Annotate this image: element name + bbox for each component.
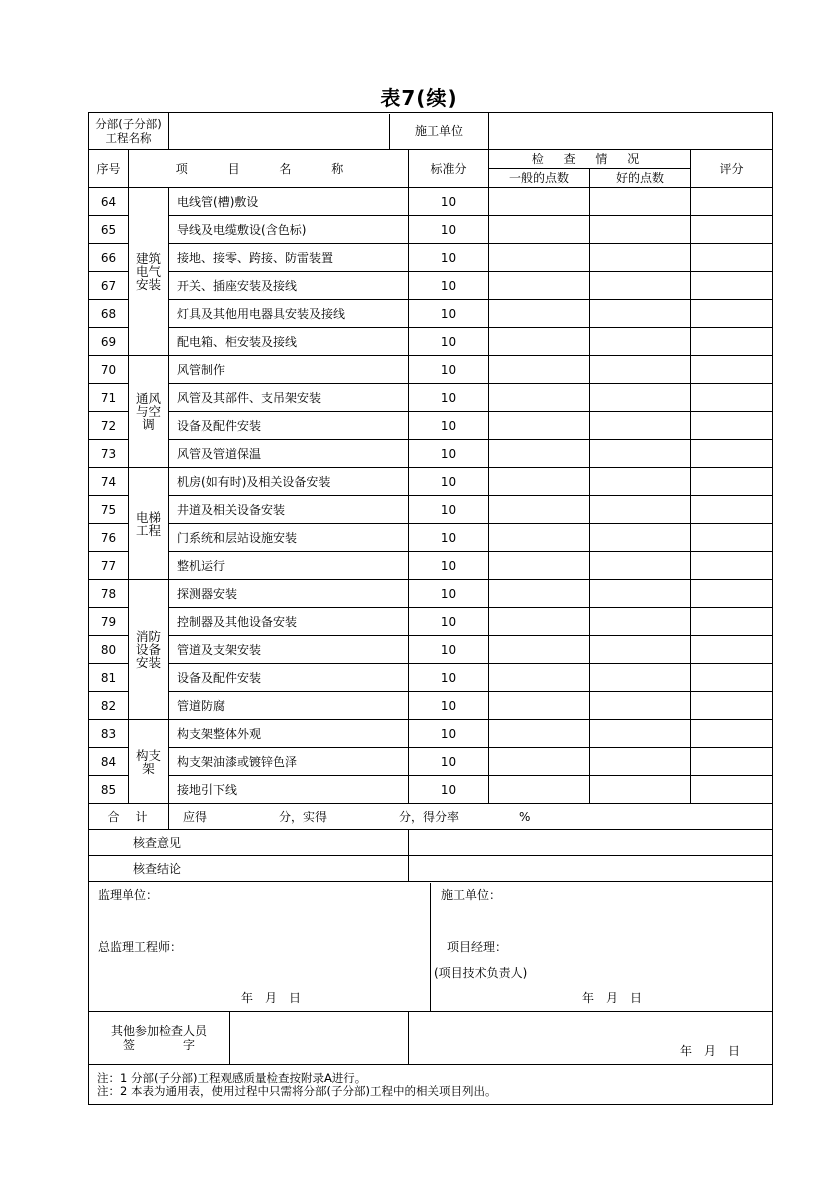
table-row [89, 384, 773, 412]
review-conclusion-label [89, 856, 409, 882]
review-opinion-value[interactable] [409, 830, 773, 856]
row-item: 接地、接零、跨接、防雷装置 [169, 244, 409, 272]
table-row [89, 440, 773, 468]
col-general: 一般的点数 [489, 169, 590, 188]
construction-manager: 项目经理： [447, 939, 508, 954]
table-row [89, 300, 773, 328]
supervision-unit: 监理单位： [98, 887, 159, 902]
row-general[interactable] [489, 524, 590, 552]
table-row [89, 664, 773, 692]
dept-label-line2: 工程名称 [105, 131, 152, 145]
page-title: 表7(续) [380, 86, 458, 110]
row-score[interactable] [691, 664, 773, 692]
row-standard: 10 [409, 496, 489, 524]
group-label-text: 构支架 [135, 747, 161, 776]
row-no: 71 [89, 384, 129, 412]
supervision-engineer: 总监理工程师： [98, 939, 183, 954]
construction-date: 年 月 日 [582, 990, 643, 1005]
row-item: 构支架整体外观 [169, 720, 409, 748]
review-opinion-text: 核查意见 [133, 835, 182, 850]
row-good[interactable] [590, 636, 691, 664]
row-good[interactable] [590, 664, 691, 692]
row-good[interactable] [590, 412, 691, 440]
row-no: 84 [89, 748, 129, 776]
row-general[interactable] [489, 552, 590, 580]
row-score[interactable] [691, 468, 773, 496]
row-general[interactable] [489, 440, 590, 468]
row-score[interactable] [691, 552, 773, 580]
table-row [89, 748, 773, 776]
row-no: 78 [89, 580, 129, 608]
row-good[interactable] [590, 440, 691, 468]
row-item: 管道及支架安装 [169, 636, 409, 664]
row-item: 设备及配件安装 [169, 412, 409, 440]
row-no: 85 [89, 776, 129, 804]
row-score[interactable] [691, 720, 773, 748]
row-no: 66 [89, 244, 129, 272]
row-score[interactable] [691, 748, 773, 776]
row-score[interactable] [691, 412, 773, 440]
row-score[interactable] [691, 188, 773, 216]
col-name: 项 目 名 称 [129, 150, 409, 188]
row-standard: 10 [409, 440, 489, 468]
table-row [89, 328, 773, 356]
total-label: 合 计 [89, 804, 169, 830]
row-item: 风管制作 [169, 356, 409, 384]
row-good[interactable] [590, 188, 691, 216]
row-general[interactable] [489, 608, 590, 636]
row-score[interactable] [691, 692, 773, 720]
row-general[interactable] [489, 636, 590, 664]
row-standard: 10 [409, 216, 489, 244]
row-general[interactable] [489, 300, 590, 328]
note-1: 注：1 分部(子分部)工程观感质量检查按附录A进行。 [97, 1070, 367, 1085]
row-good[interactable] [590, 328, 691, 356]
row-standard: 10 [409, 720, 489, 748]
row-item: 风管及其部件、支吊架安装 [169, 384, 409, 412]
row-item: 电线管(槽)敷设 [169, 188, 409, 216]
row-item: 开关、插座安装及接线 [169, 272, 409, 300]
row-good[interactable] [590, 356, 691, 384]
others-label-line2: 签 字 [122, 1038, 195, 1052]
row-score[interactable] [691, 524, 773, 552]
row-score[interactable] [691, 328, 773, 356]
group-label [129, 580, 169, 720]
row-general[interactable] [489, 748, 590, 776]
group-label-text: 消防设备安装 [135, 629, 161, 670]
row-good[interactable] [590, 216, 691, 244]
row-general[interactable] [489, 664, 590, 692]
row-item: 管道防腐 [169, 692, 409, 720]
construction-unit: 施工单位： [441, 887, 502, 902]
row-item: 导线及电缆敷设(含色标) [169, 216, 409, 244]
row-score[interactable] [691, 496, 773, 524]
contractor-label: 施工单位 [415, 124, 464, 138]
group-label-text: 通风与空调 [135, 391, 161, 432]
row-standard: 10 [409, 664, 489, 692]
group-label [129, 720, 169, 804]
row-item: 整机运行 [169, 552, 409, 580]
row-standard: 10 [409, 300, 489, 328]
row-good[interactable] [590, 524, 691, 552]
dept-value[interactable] [169, 114, 390, 149]
row-score[interactable] [691, 636, 773, 664]
row-standard: 10 [409, 412, 489, 440]
group-label [129, 356, 169, 468]
row-standard: 10 [409, 524, 489, 552]
table-row [89, 636, 773, 664]
row-item: 机房(如有时)及相关设备安装 [169, 468, 409, 496]
row-standard: 10 [409, 356, 489, 384]
row-good[interactable] [590, 468, 691, 496]
row-score[interactable] [691, 580, 773, 608]
row-standard: 10 [409, 636, 489, 664]
group-label [129, 188, 169, 356]
table-row [89, 468, 773, 496]
row-standard: 10 [409, 692, 489, 720]
row-item: 配电箱、柜安装及接线 [169, 328, 409, 356]
row-general[interactable] [489, 776, 590, 804]
row-score[interactable] [691, 216, 773, 244]
inspection-table [88, 112, 773, 1105]
row-good[interactable] [590, 580, 691, 608]
table-row [89, 552, 773, 580]
table-row [89, 188, 773, 216]
row-no: 69 [89, 328, 129, 356]
row-standard: 10 [409, 244, 489, 272]
table-row [89, 720, 773, 748]
row-item: 门系统和层站设施安装 [169, 524, 409, 552]
row-no: 74 [89, 468, 129, 496]
col-good: 好的点数 [590, 169, 691, 188]
row-item: 风管及管道保温 [169, 440, 409, 468]
row-good[interactable] [590, 720, 691, 748]
table-row [89, 244, 773, 272]
col-no: 序号 [89, 150, 129, 188]
total-text: 应得 分，实得 分，得分率 % [169, 804, 773, 830]
row-standard: 10 [409, 776, 489, 804]
row-good[interactable] [590, 244, 691, 272]
row-standard: 10 [409, 748, 489, 776]
row-good[interactable] [590, 748, 691, 776]
row-score[interactable] [691, 272, 773, 300]
row-no: 83 [89, 720, 129, 748]
row-general[interactable] [489, 272, 590, 300]
table-row [89, 692, 773, 720]
others-label [89, 1012, 230, 1064]
table-row [89, 496, 773, 524]
row-general[interactable] [489, 244, 590, 272]
table-row [89, 580, 773, 608]
row-general[interactable] [489, 496, 590, 524]
row-no: 77 [89, 552, 129, 580]
table-row [89, 216, 773, 244]
others-date: 年 月 日 [409, 1012, 773, 1065]
row-no: 75 [89, 496, 129, 524]
row-good[interactable] [590, 692, 691, 720]
dept-label-line1: 分部(子分部) [95, 117, 162, 131]
review-opinion-label [89, 830, 409, 856]
row-general[interactable] [489, 384, 590, 412]
col-check: 检 查 情 况 [489, 150, 691, 169]
row-no: 64 [89, 188, 129, 216]
row-no: 73 [89, 440, 129, 468]
row-score[interactable] [691, 244, 773, 272]
review-conclusion-text: 核查结论 [133, 861, 182, 876]
note-2: 注：2 本表为通用表，使用过程中只需将分部(子分部)工程中的相关项目列出。 [97, 1083, 497, 1098]
row-general[interactable] [489, 188, 590, 216]
row-good[interactable] [590, 384, 691, 412]
table-row [89, 776, 773, 804]
row-standard: 10 [409, 328, 489, 356]
row-good[interactable] [590, 272, 691, 300]
row-item: 接地引下线 [169, 776, 409, 804]
row-no: 72 [89, 412, 129, 440]
table-row [89, 412, 773, 440]
row-no: 79 [89, 608, 129, 636]
row-item: 灯具及其他用电器具安装及接线 [169, 300, 409, 328]
table-row [89, 272, 773, 300]
row-no: 65 [89, 216, 129, 244]
row-general[interactable] [489, 412, 590, 440]
group-label [129, 468, 169, 580]
dept-label [89, 113, 169, 150]
row-general[interactable] [489, 216, 590, 244]
row-general[interactable] [489, 720, 590, 748]
row-general[interactable] [489, 468, 590, 496]
row-standard: 10 [409, 580, 489, 608]
row-item: 井道及相关设备安装 [169, 496, 409, 524]
row-standard: 10 [409, 272, 489, 300]
col-score: 评分 [691, 150, 773, 188]
row-score[interactable] [691, 356, 773, 384]
row-no: 82 [89, 692, 129, 720]
signature-block [89, 883, 772, 1011]
contractor-value[interactable] [489, 113, 773, 150]
row-item: 控制器及其他设备安装 [169, 608, 409, 636]
notes [89, 1065, 773, 1105]
row-item: 构支架油漆或镀锌色泽 [169, 748, 409, 776]
group-label-text: 建筑电气安装 [135, 251, 161, 292]
group-label-text: 电梯工程 [135, 509, 161, 538]
row-no: 76 [89, 524, 129, 552]
row-good[interactable] [590, 552, 691, 580]
row-good[interactable] [590, 776, 691, 804]
row-standard: 10 [409, 608, 489, 636]
row-general[interactable] [489, 692, 590, 720]
row-standard: 10 [409, 384, 489, 412]
review-conclusion-value[interactable] [409, 856, 773, 882]
row-standard: 10 [409, 188, 489, 216]
row-no: 81 [89, 664, 129, 692]
table-row [89, 356, 773, 384]
supervision-date: 年 月 日 [241, 990, 302, 1005]
row-score[interactable] [691, 440, 773, 468]
row-general[interactable] [489, 328, 590, 356]
row-no: 80 [89, 636, 129, 664]
row-item: 设备及配件安装 [169, 664, 409, 692]
construction-tech: (项目技术负责人) [434, 965, 528, 980]
others-label-line1: 其他参加检查人员 [110, 1024, 207, 1038]
row-standard: 10 [409, 468, 489, 496]
row-score[interactable] [691, 608, 773, 636]
signature-divider [430, 883, 431, 1011]
row-score[interactable] [691, 384, 773, 412]
table-row [89, 608, 773, 636]
table-row [89, 524, 773, 552]
row-no: 67 [89, 272, 129, 300]
row-standard: 10 [409, 552, 489, 580]
row-good[interactable] [590, 496, 691, 524]
row-no: 68 [89, 300, 129, 328]
row-good[interactable] [590, 608, 691, 636]
row-good[interactable] [590, 300, 691, 328]
row-item: 探测器安装 [169, 580, 409, 608]
col-standard: 标准分 [409, 150, 489, 188]
row-score[interactable] [691, 776, 773, 804]
row-no: 70 [89, 356, 129, 384]
row-general[interactable] [489, 356, 590, 384]
row-general[interactable] [489, 580, 590, 608]
row-score[interactable] [691, 300, 773, 328]
